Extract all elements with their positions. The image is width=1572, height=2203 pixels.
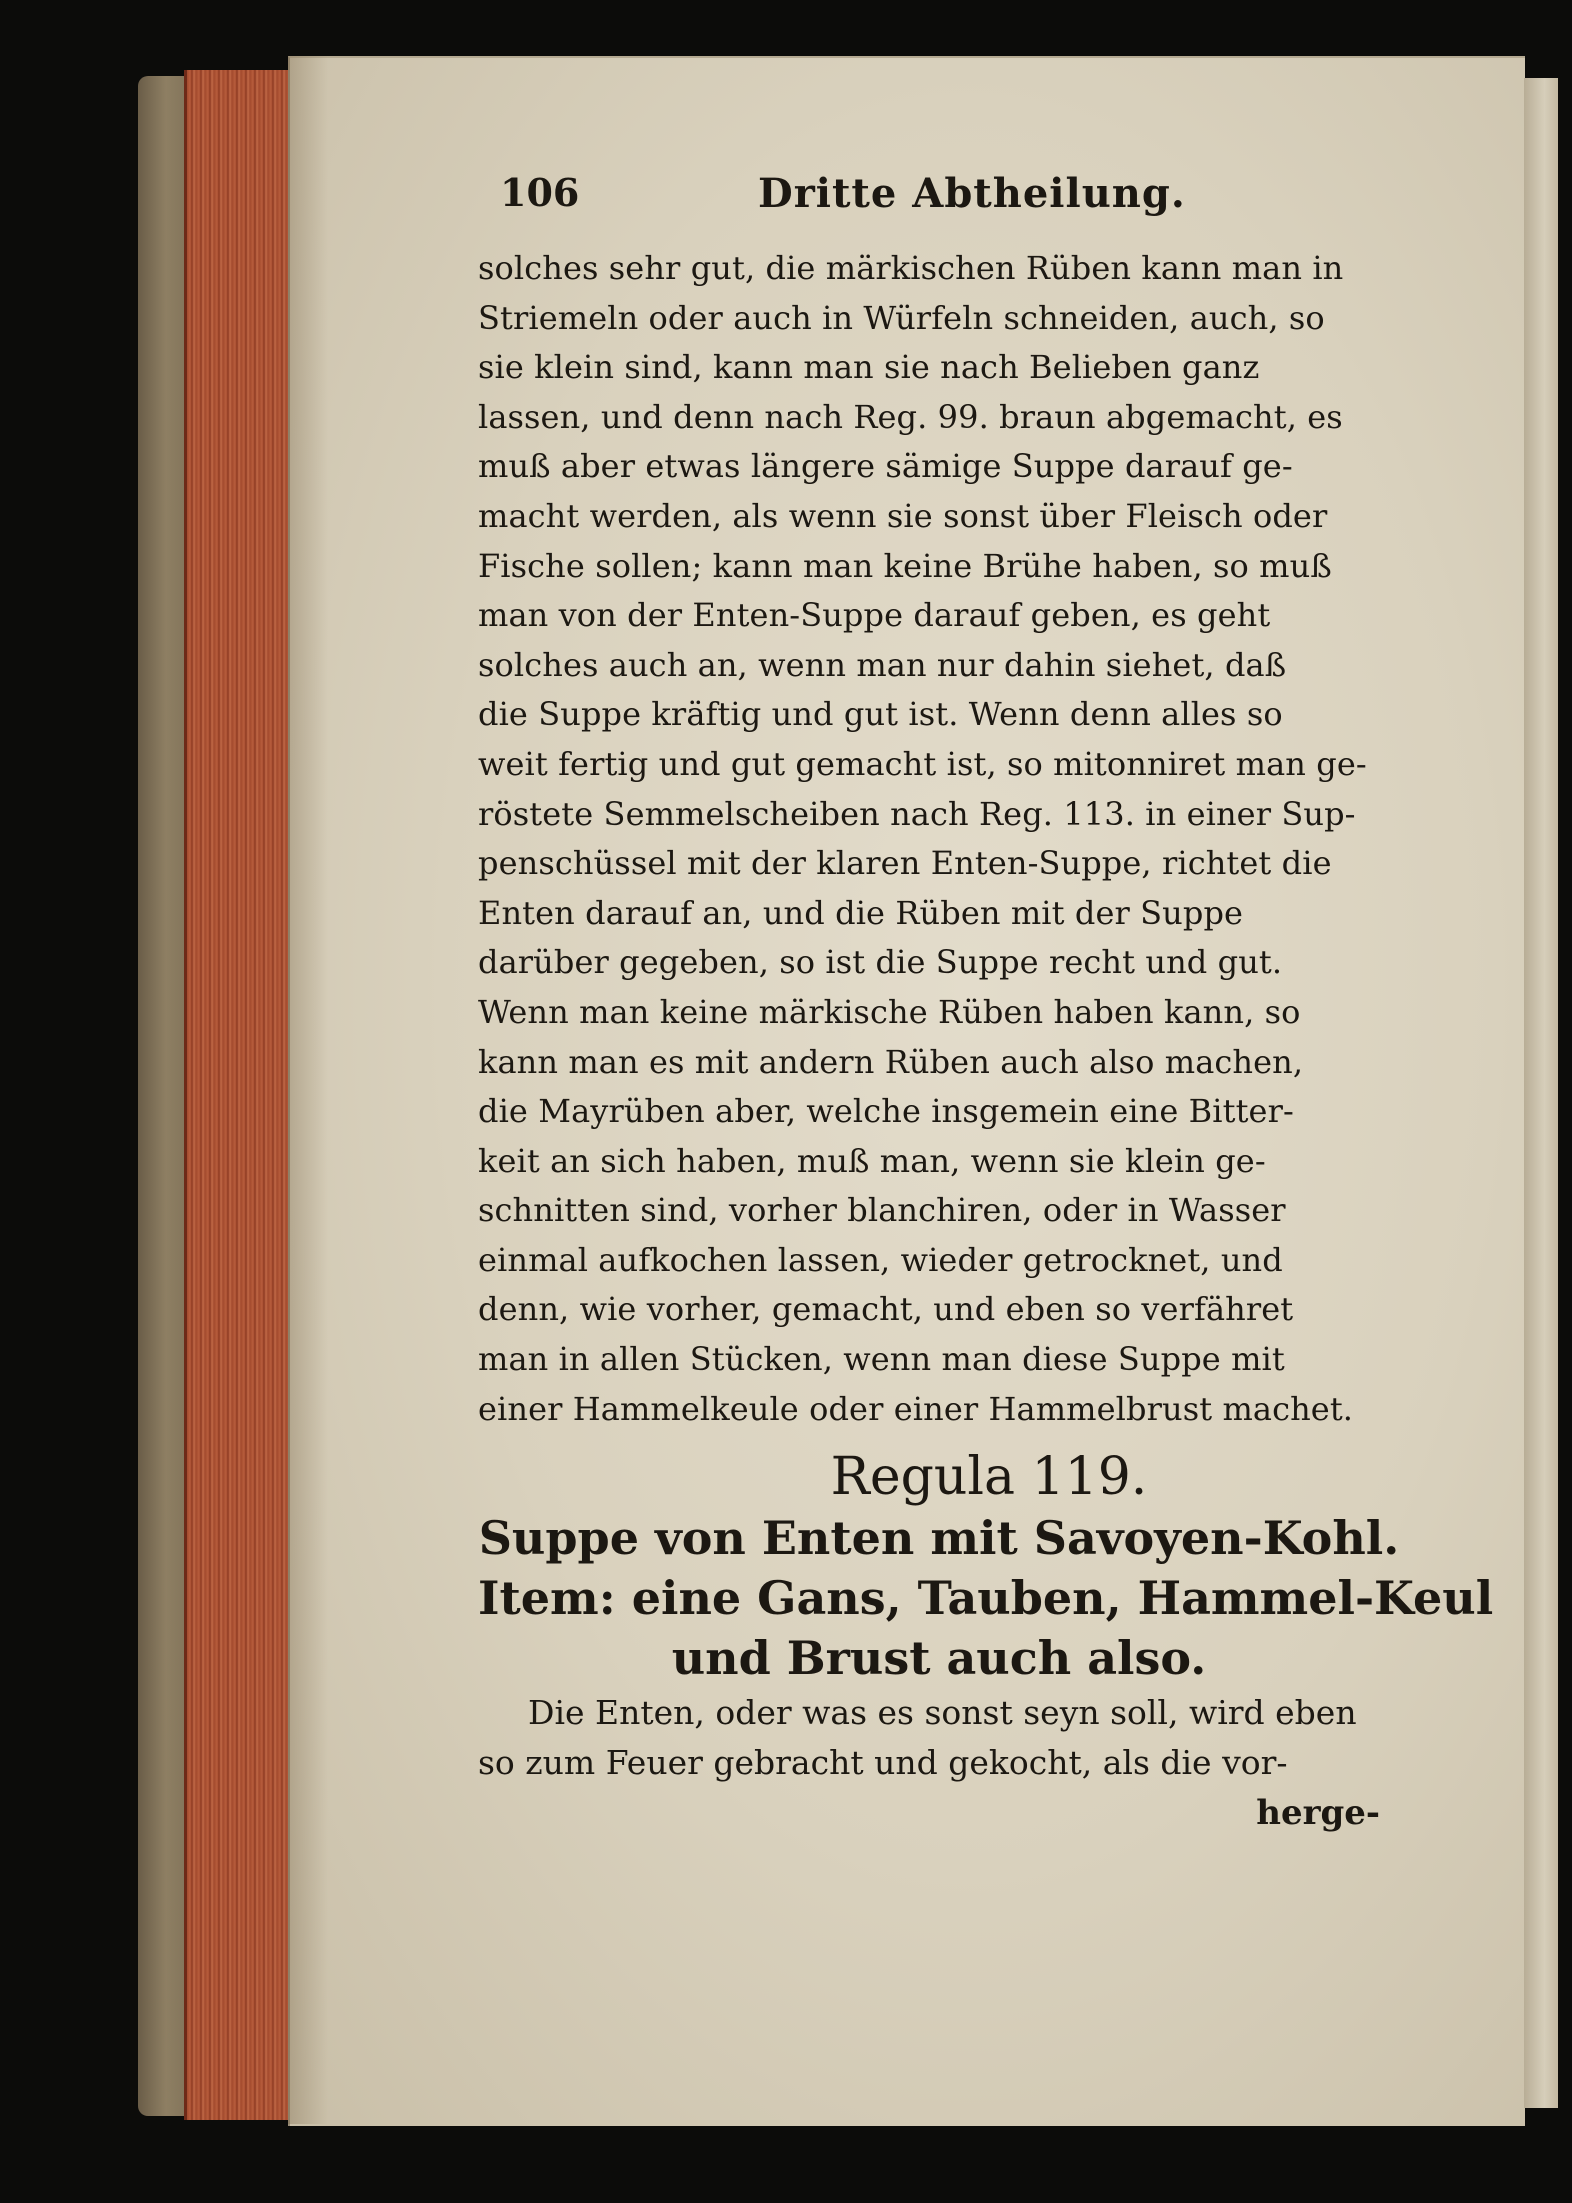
- text-line: lassen, und denn nach Reg. 99. braun abgemacht, es: [478, 397, 1343, 436]
- page-text: [478, 170, 1494, 1838]
- text-line: sie klein sind, kann man sie nach Belieben ganz: [478, 348, 1260, 387]
- text-line: Enten darauf an, und die Rüben mit der Suppe: [478, 893, 1244, 932]
- text-line: macht werden, als wenn sie sonst über Fleisch oder: [478, 496, 1328, 535]
- catchword: herge-: [1256, 1793, 1380, 1834]
- text-line: röstete Semmelscheiben nach Reg. 113. in einer Sup-: [478, 794, 1356, 833]
- section-title-line: Suppe von Enten mit Savoyen-Kohl.: [478, 1511, 1400, 1566]
- text-line: Die Enten, oder was es sonst seyn soll, wird eben: [528, 1693, 1357, 1733]
- facing-page-edge: [1524, 78, 1558, 2108]
- text-line: muß aber etwas längere sämige Suppe darauf ge-: [478, 447, 1293, 486]
- text-line: schnitten sind, vorher blanchiren, oder in Wasser: [478, 1191, 1286, 1230]
- text-line: einmal aufkochen lassen, wieder getrocknet, und: [478, 1240, 1283, 1279]
- text-line: man von der Enten-Suppe darauf geben, es geht: [478, 596, 1271, 635]
- text-line: Striemeln oder auch in Würfeln schneiden, auch, so: [478, 298, 1325, 337]
- text-line: denn, wie vorher, gemacht, und eben so verfähret: [478, 1290, 1294, 1329]
- regula-number: Regula 119.: [830, 1447, 1148, 1508]
- text-line: einer Hammelkeule oder einer Hammelbrust machet.: [478, 1389, 1354, 1428]
- section-text: [478, 1688, 1400, 1838]
- page-number: 106: [500, 170, 580, 215]
- text-line: so zum Feuer gebracht und gekocht, als die vor-: [478, 1743, 1288, 1783]
- section-title-line: Item: eine Gans, Tauben, Hammel-Keul: [478, 1571, 1494, 1626]
- text-line: die Suppe kräftig und gut ist. Wenn denn alles so: [478, 695, 1283, 734]
- body-text: [478, 244, 1400, 1434]
- text-line: darüber gegeben, so ist die Suppe recht und gut.: [478, 943, 1283, 982]
- running-head: Dritte Abtheilung.: [758, 170, 1186, 217]
- section-title-line: und Brust auch also.: [671, 1631, 1207, 1686]
- page-edges: [184, 70, 297, 2120]
- text-line: die Mayrüben aber, welche insgemein eine Bitter-: [478, 1092, 1294, 1131]
- gutter-shadow: [288, 56, 328, 2124]
- text-line: penschüssel mit der klaren Enten-Suppe, richtet die: [478, 844, 1332, 883]
- page-header: [478, 170, 1400, 244]
- text-line: solches sehr gut, die märkischen Rüben kann man in: [478, 249, 1344, 287]
- text-line: keit an sich haben, muß man, wenn sie klein ge-: [478, 1141, 1266, 1180]
- text-line: weit fertig und gut gemacht ist, so mitonniret man ge-: [478, 744, 1367, 783]
- text-line: Fische sollen; kann man keine Brühe haben, so muß: [478, 546, 1332, 585]
- text-line: Wenn man keine märkische Rüben haben kann, so: [478, 992, 1301, 1031]
- text-line: man in allen Stücken, wenn man diese Suppe mit: [478, 1340, 1285, 1379]
- section-heading: [478, 1446, 1494, 1688]
- text-line: solches auch an, wenn man nur dahin siehet, daß: [478, 645, 1287, 684]
- text-line: kann man es mit andern Rüben auch also machen,: [478, 1042, 1304, 1081]
